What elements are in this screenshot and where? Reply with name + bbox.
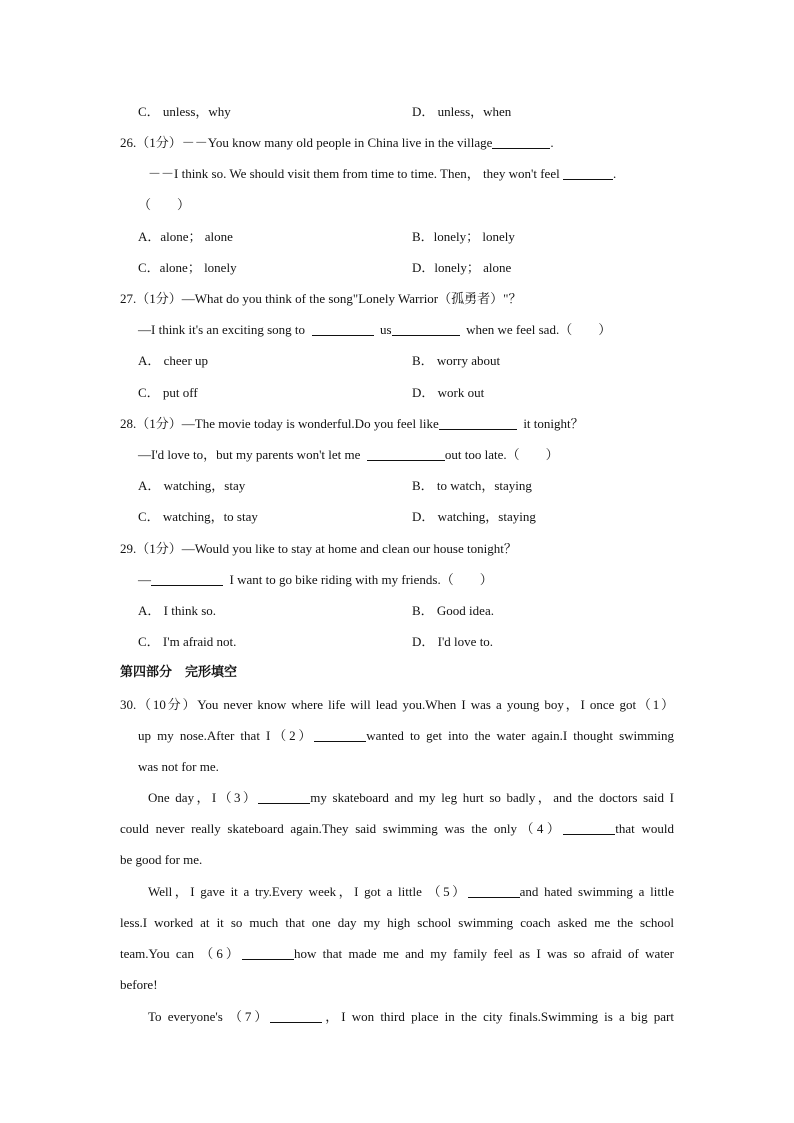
q28-stem-text: 28.（1分）—The movie today is wonderful.Do you feel like: [120, 416, 439, 431]
q26-option-b[interactable]: B．lonely； lonely: [412, 229, 515, 244]
q30-line-2-b: wanted to get into the water again.I thought swimming: [366, 728, 674, 743]
q30-line-4-a: One day，I（3）: [148, 790, 259, 805]
q25-option-d[interactable]: D． unless，when: [412, 104, 512, 119]
q26-stem-text: 26.（1分）－－You know many old people in China live in the village: [120, 135, 493, 150]
q30-line-4: [148, 788, 674, 808]
q30-line-11-b: ，I won third place in the city finals.Swimming is a big part: [322, 1009, 675, 1024]
q27-reply-text: —I think it's an exciting song to: [138, 322, 305, 337]
q30-blank-6[interactable]: [242, 945, 294, 960]
q30-line-11-a: To everyone's （7）: [148, 1009, 271, 1024]
q28-option-a[interactable]: A． watching，stay: [138, 478, 246, 493]
q28-reply-end: out too late.（ ）: [444, 447, 559, 462]
q29-reply-text: I want to go bike riding with my friends.（ ）: [229, 572, 493, 587]
q28-blank-1[interactable]: [439, 415, 517, 430]
q26-stem: [120, 133, 554, 153]
q27-blank-2[interactable]: [392, 321, 460, 336]
q26-option-d[interactable]: D．lonely； alone: [412, 260, 512, 275]
q30-line-3: was not for me.: [138, 759, 219, 774]
q29-stem: 29.（1分）—Would you like to stay at home and clean our house tonight？: [120, 541, 517, 556]
q27-option-a[interactable]: A． cheer up: [138, 353, 209, 368]
q29-option-d[interactable]: D． I'd love to.: [412, 634, 494, 649]
q26-stem-end: .: [550, 135, 554, 150]
q30-line-7-a: Well，I gave it a try.Every week，I got a little （5）: [148, 884, 468, 899]
q30-line-7-b: and hated swimming a little: [519, 884, 674, 899]
q29-blank-1[interactable]: [151, 571, 223, 586]
q30-line-9: [120, 944, 674, 964]
q27-blank-1[interactable]: [312, 321, 374, 336]
q26-blank-2[interactable]: [563, 165, 613, 180]
q29-option-a[interactable]: A． I think so.: [138, 603, 217, 618]
q26-blank-1[interactable]: [492, 134, 550, 149]
q30-line-10: before!: [120, 977, 158, 992]
q30-line-5: [120, 819, 674, 839]
q27-reply-end: when we feel sad.（ ）: [466, 322, 612, 337]
q30-blank-4[interactable]: [563, 820, 615, 835]
q30-line-9-a: team.You can （6）: [120, 946, 242, 961]
q26-answer-paren: （ ）: [138, 197, 191, 212]
q27-reply-us: us: [380, 322, 392, 337]
q30-line-7: [148, 882, 674, 902]
q30-blank-7[interactable]: [270, 1008, 322, 1023]
q29-reply-dash: —: [138, 572, 151, 587]
q30-line-2-a: up my nose.After that I（2）: [138, 728, 315, 743]
q27-reply: [138, 320, 611, 340]
q27-option-c[interactable]: C． put off: [138, 385, 198, 400]
q26-reply-text: －－I think so. We should visit them from time to time. Then， they won't feel: [148, 166, 560, 181]
q25-option-c[interactable]: C． unless，why: [138, 104, 231, 119]
q27-stem: 27.（1分）—What do you think of the song"Lonely Warrior（孤勇者）"？: [120, 291, 522, 306]
q30-line-5-b: that would: [615, 821, 674, 836]
q30-line-2: [138, 726, 674, 746]
q29-reply: [138, 570, 493, 590]
q28-stem-end: it tonight？: [523, 416, 584, 431]
q28-reply-text: —I'd love to，but my parents won't let me: [138, 447, 361, 462]
q26-option-c[interactable]: C．alone； lonely: [138, 260, 237, 275]
q30-blank-2[interactable]: [314, 727, 366, 742]
q30-line-8: less.I worked at it so much that one day my high school swimming coach asked me the school: [120, 915, 674, 930]
q27-option-b[interactable]: B． worry about: [412, 353, 501, 368]
q30-line-4-b: my skateboard and my leg hurt so badly，and the doctors said I: [310, 790, 674, 805]
q30-line-1: 30.（10分）You never know where life will lead you.When I was a young boy，I once got（1）: [120, 697, 674, 712]
section-4-title: 第四部分 完形填空: [120, 665, 238, 680]
q26-option-a[interactable]: A．alone； alone: [138, 229, 233, 244]
q28-stem: [120, 414, 584, 434]
q28-option-b[interactable]: B． to watch，staying: [412, 478, 532, 493]
q28-blank-2[interactable]: [367, 446, 445, 461]
q26-reply: [148, 164, 616, 184]
q28-option-d[interactable]: D． watching，staying: [412, 509, 536, 524]
q30-line-11: [148, 1007, 674, 1027]
q28-option-c[interactable]: C． watching，to stay: [138, 509, 258, 524]
q30-blank-5[interactable]: [468, 883, 520, 898]
q30-blank-3[interactable]: [258, 789, 310, 804]
q29-option-b[interactable]: B． Good idea.: [412, 603, 494, 618]
q28-reply: [138, 445, 559, 465]
q30-line-6: be good for me.: [120, 852, 203, 867]
q26-reply-end: .: [612, 166, 617, 181]
q27-option-d[interactable]: D． work out: [412, 385, 485, 400]
q29-option-c[interactable]: C． I'm afraid not.: [138, 634, 237, 649]
q30-line-9-b: how that made me and my family feel as I was so afraid of water: [293, 946, 674, 961]
q30-line-5-a: could never really skateboard again.They said swimming was the only（4）: [120, 821, 564, 836]
